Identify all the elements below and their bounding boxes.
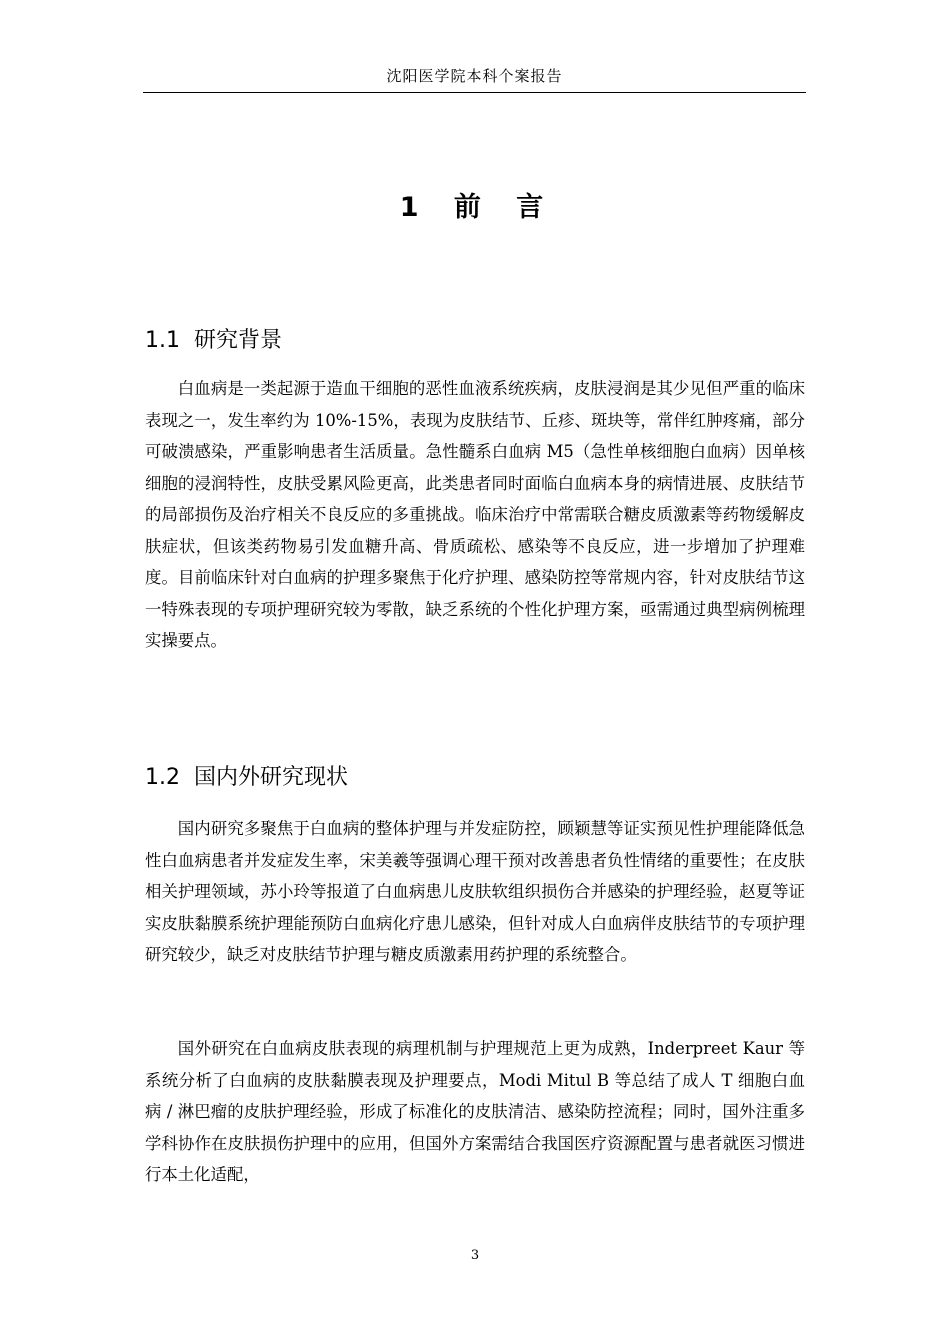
chapter-title: 1 前 言 — [399, 192, 550, 223]
header-divider — [143, 92, 806, 93]
paragraph-research-background: 白血病是一类起源于造血干细胞的恶性血液系统疾病，皮肤浸润是其少见但严重的临床表现之一，发生率约为 10%-15%，表现为皮肤结节、丘疹、斑块等，常伴红肿疼痛，部分可破溃感染，严重影响患者生活质量。急性髓系白血病 M5（急性单核细胞白血病）因单核细胞的浸润特性，皮肤受累风险更高，此类患者同时面临白血病本身的病情进展、皮肤结节的局部损伤及治疗相关不良反应的多重挑战。临床治疗中常需联合糖皮质激素等药物缓解皮肤症状，但该类药物易引发血糖升高、骨质疏松、感染等不良反应，进一步增加了护理难度。目前临床针对白血病的护理多聚焦于化疗护理、感染防控等常规内容，针对皮肤结节这一特殊表现的专项护理研究较为零散，缺乏系统的个性化护理方案，亟需通过典型病例梳理实操要点。 — [145, 379, 805, 650]
section-title: 国内外研究现状 — [194, 765, 349, 790]
paragraph-domestic-research: 国内研究多聚焦于白血病的整体护理与并发症防控，顾颖慧等证实预见性护理能降低急性白血病患者并发症发生率，宋美羲等强调心理干预对改善患者负性情绪的重要性；在皮肤相关护理领域，苏小玲等报道了白血病患儿皮肤软组织损伤合并感染的护理经验，赵夏等证实皮肤黏膜系统护理能预防白血病化疗患儿感染，但针对成人白血病伴皮肤结节的专项护理研究较少，缺乏对皮肤结节护理与糖皮质激素用药护理的系统整合。 — [145, 819, 805, 964]
section-number: 1.2 — [145, 765, 180, 790]
running-header: 沈阳医学院本科个案报告 — [386, 67, 563, 85]
section-heading-1-2 — [145, 762, 348, 794]
page-number: 3 — [470, 1248, 480, 1263]
section-number: 1.1 — [145, 328, 180, 353]
paragraph-foreign-research: 国外研究在白血病皮肤表现的病理机制与护理规范上更为成熟，Inderpreet Kaur 等系统分析了白血病的皮肤黏膜表现及护理要点，Modi Mitul B 等总结了成人 T 细胞白血病 / 淋巴瘤的皮肤护理经验，形成了标准化的皮肤清洁、感染防控流程；同时，国外注重多学科协作在皮肤损伤护理中的应用，但国外方案需结合我国医疗资源配置与患者就医习惯进行本土化适配， — [145, 1039, 805, 1184]
section-title: 研究背景 — [194, 328, 283, 353]
section-heading-1-1 — [145, 325, 282, 357]
